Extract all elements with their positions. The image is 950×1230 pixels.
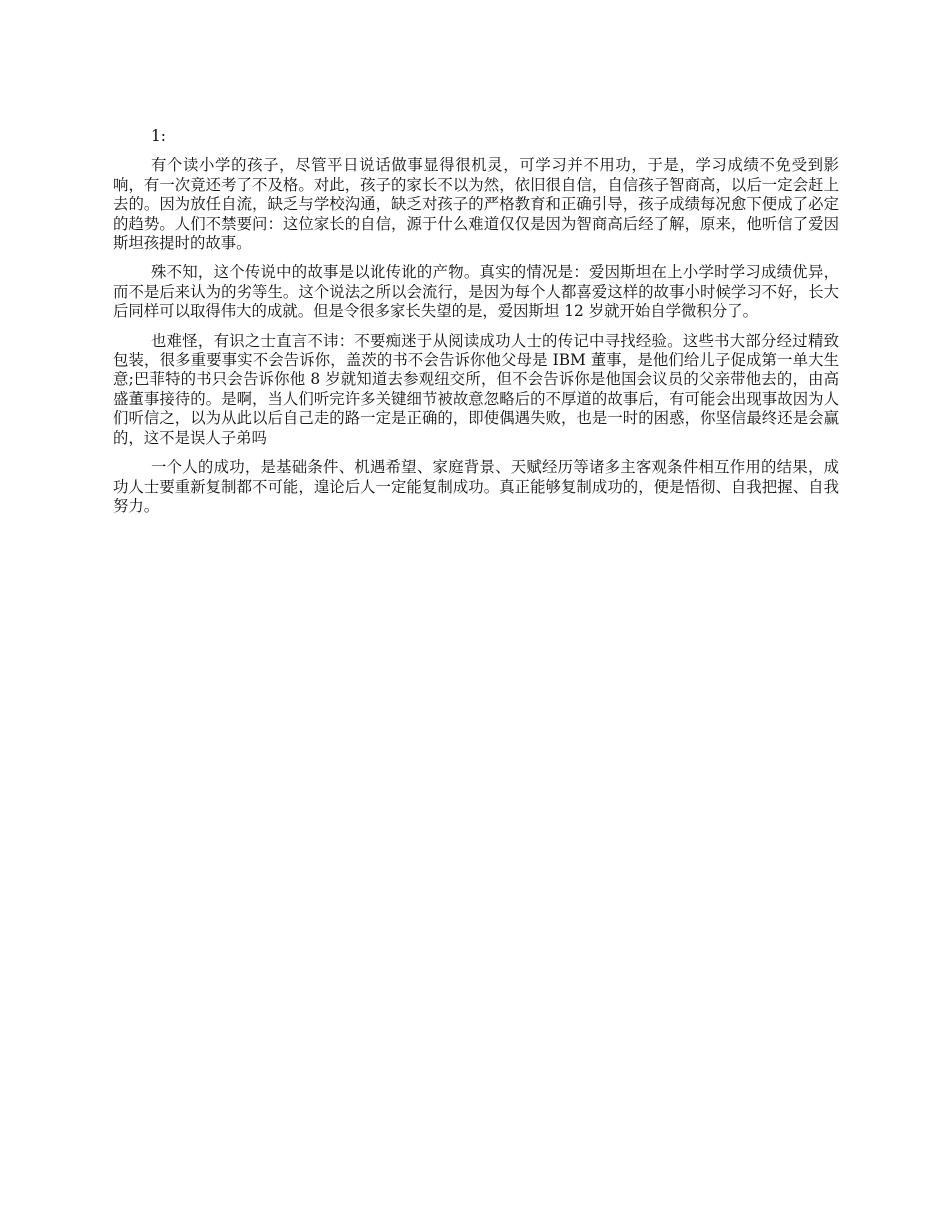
document-body <box>113 127 839 526</box>
paragraph-2: 殊不知，这个传说中的故事是以讹传讹的产物。真实的情况是：爱因斯坦在上小学时学习成绩优异，而不是后来认为的劣等生。这个说法之所以会流行，是因为每个人都喜爱这样的故事小时候学习不好，长大后同样可以取得伟大的成就。但是令很多家长失望的是，爱因斯坦 12 岁就开始自学微积分了。 <box>113 263 839 321</box>
paragraph-3: 也难怪，有识之士直言不讳：不要痴迷于从阅读成功人士的传记中寻找经验。这些书大部分经过精致包装，很多重要事实不会告诉你，盖茨的书不会告诉你他父母是 IBM 董事，是他们给儿子促成第一单大生意;巴菲特的书只会告诉你他 8 岁就知道去参观纽交所，但不会告诉你是他国会议员的父亲带他去的，由高盛董事接待的。是啊，当人们听完许多关键细节被故意忽略后的不厚道的故事后，有可能会出现事故因为人们听信之，以为从此以后自己走的路一定是正确的，即使偶遇失败，也是一时的困惑，你坚信最终还是会赢的，这不是误人子弟吗 <box>113 331 839 447</box>
paragraph-1: 有个读小学的孩子，尽管平日说话做事显得很机灵，可学习并不用功，于是，学习成绩不免受到影响，有一次竟还考了不及格。对此，孩子的家长不以为然，依旧很自信，自信孩子智商高，以后一定会赶上去的。因为放任自流，缺乏与学校沟通，缺乏对孩子的严格教育和正确引导，孩子成绩每况愈下便成了必定的趋势。人们不禁要问：这位家长的自信，源于什么难道仅仅是因为智商高后经了解，原来，他听信了爱因斯坦孩提时的故事。 <box>113 156 839 253</box>
paragraph-4: 一个人的成功，是基础条件、机遇希望、家庭背景、天赋经历等诸多主客观条件相互作用的结果，成功人士要重新复制都不可能，遑论后人一定能复制成功。真正能够复制成功的，便是悟彻、自我把握、自我努力。 <box>113 458 839 515</box>
section-label: 1: <box>151 127 166 145</box>
